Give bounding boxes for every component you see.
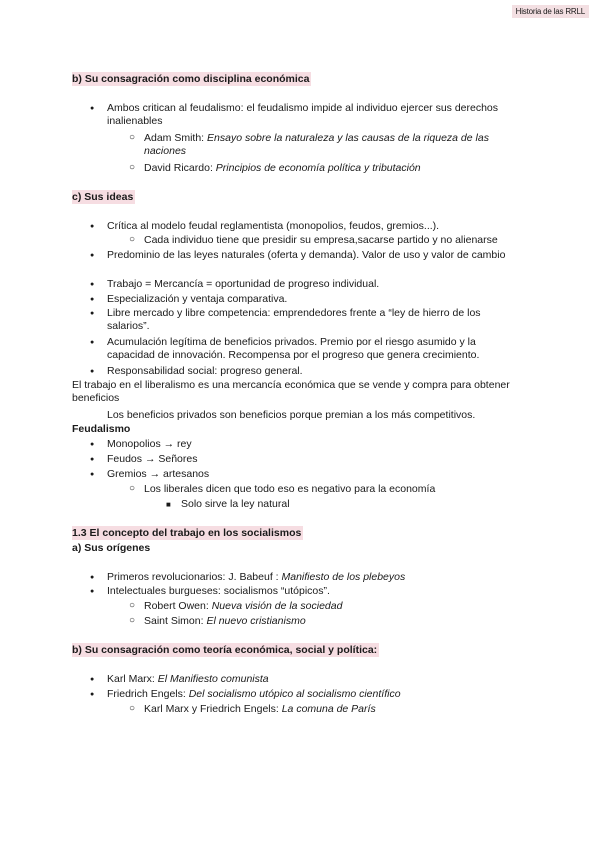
header-tag: Historia de las RRLL — [512, 5, 589, 18]
list-item: ● Libre mercado y libre competencia: emprendedores frente a “ley de hierro de los salarios”. — [107, 307, 512, 333]
section-heading-sus-ideas: c) Sus ideas — [72, 191, 134, 203]
list-item: ○ Cada individuo tiene que presidir su empresa,sacarse partido y no alienarse — [144, 234, 529, 247]
list-item: ● Intelectuales burgueses: socialismos “utópicos”. — [107, 585, 527, 598]
list-item: ○ Karl Marx y Friedrich Engels: La comuna de París — [144, 703, 524, 716]
list-item: ● Gremios → artesanos — [107, 468, 209, 481]
list-item: ● Friedrich Engels: Del socialismo utópico al socialismo científico — [107, 688, 527, 701]
feudalismo-heading: Feudalismo — [72, 423, 131, 435]
list-item: ● Primeros revolucionarios: J. Babeuf : Manifiesto de los plebeyos — [107, 571, 527, 584]
list-item: ● Ambos critican al feudalismo: el feudalismo impide al individuo ejercer sus derechos inalienables — [107, 102, 527, 128]
list-item: ● Predominio de las leyes naturales (oferta y demanda). Valor de uso y valor de cambio — [107, 249, 517, 262]
list-item: ● Especialización y ventaja comparativa. — [107, 293, 527, 306]
list-item: ● Monopolios → rey — [107, 438, 192, 451]
section-heading-socialismos: 1.3 El concepto del trabajo en los socialismos — [72, 527, 302, 539]
list-item: ● Crítica al modelo feudal reglamentista (monopolios, feudos, gremios...). — [107, 220, 527, 233]
section-heading-consagracion-economica: b) Su consagración como disciplina económica — [72, 73, 310, 85]
list-item: ○ Adam Smith: Ensayo sobre la naturaleza y las causas de la riqueza de las naciones — [144, 132, 519, 158]
list-item: ● Acumulación legítima de beneficios privados. Premio por el riesgo asumido y la capacidad de innovación. Recompensa por el progreso que genera crecimiento. — [107, 336, 517, 362]
list-item: ■ Solo sirve la ley natural — [181, 498, 290, 511]
list-item: ● Trabajo = Mercancía = oportunidad de progreso individual. — [107, 278, 527, 291]
list-item: ● Feudos → Señores — [107, 453, 197, 466]
list-item: ● Responsabilidad social: progreso general. — [107, 365, 527, 378]
list-item: ○ David Ricardo: Principios de economía política y tributación — [144, 162, 519, 175]
paragraph: El trabajo en el liberalismo es una mercancía económica que se vende y compra para obtener beneficios — [72, 379, 510, 404]
subsection-heading-origenes: a) Sus orígenes — [72, 542, 151, 554]
list-item: ○ Saint Simon: El nuevo cristianismo — [144, 615, 524, 628]
list-item: ○ Los liberales dicen que todo eso es negativo para la economía — [144, 483, 534, 496]
list-item: ○ Robert Owen: Nueva visión de la sociedad — [144, 600, 524, 613]
section-heading-teoria-economica: b) Su consagración como teoría económica, social y política: — [72, 644, 378, 656]
list-item: ● Karl Marx: El Manifiesto comunista — [107, 673, 527, 686]
paragraph: Los beneficios privados son beneficios porque premian a los más competitivos. — [107, 409, 476, 421]
